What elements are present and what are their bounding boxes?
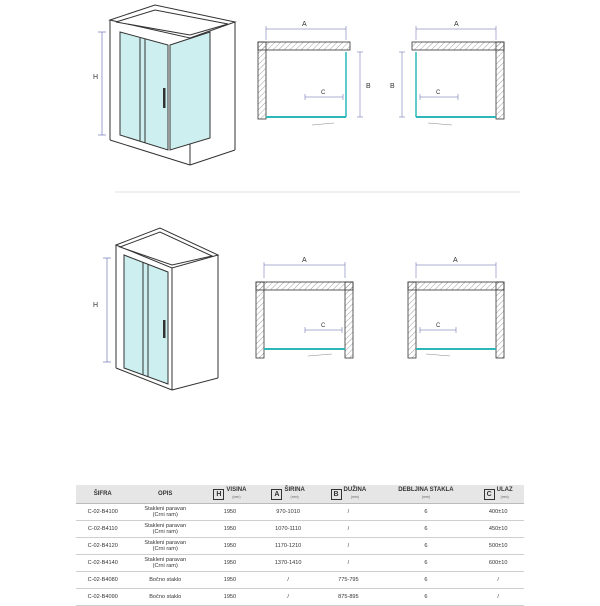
plan-view-bottom-left bbox=[256, 262, 353, 358]
header-visina bbox=[201, 485, 259, 504]
cell-sirina: / bbox=[259, 572, 317, 589]
cell-ulaz: 500±10 bbox=[472, 538, 524, 555]
cell-opis-line: (Crni ram) bbox=[152, 563, 178, 569]
cell-opis-line: Stakleni paravan bbox=[144, 505, 187, 512]
cell-sirina: / bbox=[259, 589, 317, 606]
a-icon: A bbox=[271, 489, 282, 500]
cell-duzina: / bbox=[317, 504, 379, 521]
cell-visina: 1950 bbox=[201, 572, 259, 589]
dim-label-a-plan1: A bbox=[302, 21, 307, 28]
cell-opis-line: (Crni ram) bbox=[152, 512, 178, 518]
header-duzina bbox=[317, 485, 379, 504]
cell-sifra: C-02-B4080 bbox=[76, 572, 129, 589]
header-ulaz bbox=[472, 485, 524, 504]
table-body bbox=[76, 504, 524, 606]
cell-opis-line: (Crni ram) bbox=[152, 529, 178, 535]
header-ulaz-unit: (mm) bbox=[500, 495, 509, 499]
plan-view-bottom-right bbox=[408, 262, 504, 358]
header-visina-label: VISINA bbox=[226, 487, 247, 493]
dim-label-c-plan4: C bbox=[436, 323, 441, 329]
header-visina-unit: (mm) bbox=[232, 495, 241, 499]
cell-opis bbox=[129, 555, 200, 572]
cell-ulaz: 450±10 bbox=[472, 521, 524, 538]
header-debljina-label: DEBLJINA STAKLA bbox=[398, 487, 454, 493]
cell-opis bbox=[129, 572, 200, 589]
table-row bbox=[76, 504, 524, 521]
cell-sifra: C-02-B4110 bbox=[76, 521, 129, 538]
dim-label-b-plan1: B bbox=[366, 83, 371, 90]
cell-duzina: / bbox=[317, 521, 379, 538]
cell-debljina: 6 bbox=[379, 555, 472, 572]
c-icon: C bbox=[484, 489, 495, 500]
cell-opis-line: Bočno staklo bbox=[149, 593, 182, 600]
cell-duzina: / bbox=[317, 538, 379, 555]
cell-opis-line: Stakleni paravan bbox=[144, 522, 187, 529]
height-dimension-top bbox=[98, 32, 106, 135]
header-duzina-unit: (mm) bbox=[350, 495, 359, 499]
cell-duzina: 875-895 bbox=[317, 589, 379, 606]
cell-sirina: 1370-1410 bbox=[259, 555, 317, 572]
h-icon: H bbox=[213, 489, 224, 500]
iso-view-niche-door bbox=[116, 228, 218, 390]
cell-visina: 1950 bbox=[201, 521, 259, 538]
spec-table bbox=[76, 485, 524, 606]
cell-opis-line: Stakleni paravan bbox=[144, 556, 187, 563]
dim-label-b-plan2: B bbox=[390, 83, 395, 90]
dim-label-c-plan2: C bbox=[436, 90, 441, 96]
dim-label-a-plan4: A bbox=[453, 257, 458, 264]
cell-ulaz: / bbox=[472, 589, 524, 606]
table-row bbox=[76, 521, 524, 538]
table-row bbox=[76, 589, 524, 606]
cell-opis bbox=[129, 538, 200, 555]
cell-opis-line: Bočno staklo bbox=[149, 576, 182, 583]
cell-debljina: 6 bbox=[379, 504, 472, 521]
cell-opis bbox=[129, 504, 200, 521]
cell-ulaz: 400±10 bbox=[472, 504, 524, 521]
header-sirina bbox=[259, 485, 317, 504]
cell-sifra: C-02-B4100 bbox=[76, 504, 129, 521]
table-row bbox=[76, 555, 524, 572]
table-row bbox=[76, 538, 524, 555]
header-sifra: ŠIFRA bbox=[76, 485, 129, 504]
dim-label-h-top: H bbox=[93, 74, 99, 81]
iso-view-corner-enclosure bbox=[110, 5, 235, 165]
table-row bbox=[76, 572, 524, 589]
cell-opis-line: Stakleni paravan bbox=[144, 539, 187, 546]
cell-sirina: 970-1010 bbox=[259, 504, 317, 521]
cell-debljina: 6 bbox=[379, 538, 472, 555]
header-debljina bbox=[379, 485, 472, 504]
b-icon: B bbox=[331, 489, 342, 500]
cell-sirina: 1170-1210 bbox=[259, 538, 317, 555]
cell-debljina: 6 bbox=[379, 521, 472, 538]
cell-sifra: C-02-B4120 bbox=[76, 538, 129, 555]
cell-opis bbox=[129, 589, 200, 606]
header-sirina-unit: (mm) bbox=[290, 495, 299, 499]
cell-opis bbox=[129, 521, 200, 538]
cell-duzina: / bbox=[317, 555, 379, 572]
header-ulaz-label: ULAZ bbox=[496, 487, 513, 493]
plan-view-top-left bbox=[258, 26, 363, 125]
cell-debljina: 6 bbox=[379, 572, 472, 589]
header-duzina-label: DUŽINA bbox=[343, 487, 367, 493]
cell-visina: 1950 bbox=[201, 538, 259, 555]
dim-label-h-bottom: H bbox=[93, 302, 99, 309]
dim-label-c-plan3: C bbox=[321, 323, 326, 329]
height-dimension-bottom bbox=[103, 258, 111, 362]
header-opis: OPIS bbox=[129, 485, 200, 504]
cell-sifra: C-02-B4090 bbox=[76, 589, 129, 606]
dim-label-a-plan3: A bbox=[302, 257, 307, 264]
header-sirina-label: ŠIRINA bbox=[284, 487, 305, 493]
header-debljina-unit: (mm) bbox=[421, 495, 430, 499]
cell-debljina: 6 bbox=[379, 589, 472, 606]
cell-sirina: 1070-1110 bbox=[259, 521, 317, 538]
table-header-row bbox=[76, 485, 524, 504]
dim-label-a-plan2: A bbox=[454, 21, 459, 28]
cell-ulaz: 600±10 bbox=[472, 555, 524, 572]
plan-view-top-right bbox=[399, 26, 504, 125]
cell-opis-line: (Crni ram) bbox=[152, 546, 178, 552]
cell-visina: 1950 bbox=[201, 504, 259, 521]
cell-sifra: C-02-B4140 bbox=[76, 555, 129, 572]
cell-visina: 1950 bbox=[201, 589, 259, 606]
cell-duzina: 775-795 bbox=[317, 572, 379, 589]
cell-ulaz: / bbox=[472, 572, 524, 589]
dim-label-c-plan1: C bbox=[321, 90, 326, 96]
cell-visina: 1950 bbox=[201, 555, 259, 572]
